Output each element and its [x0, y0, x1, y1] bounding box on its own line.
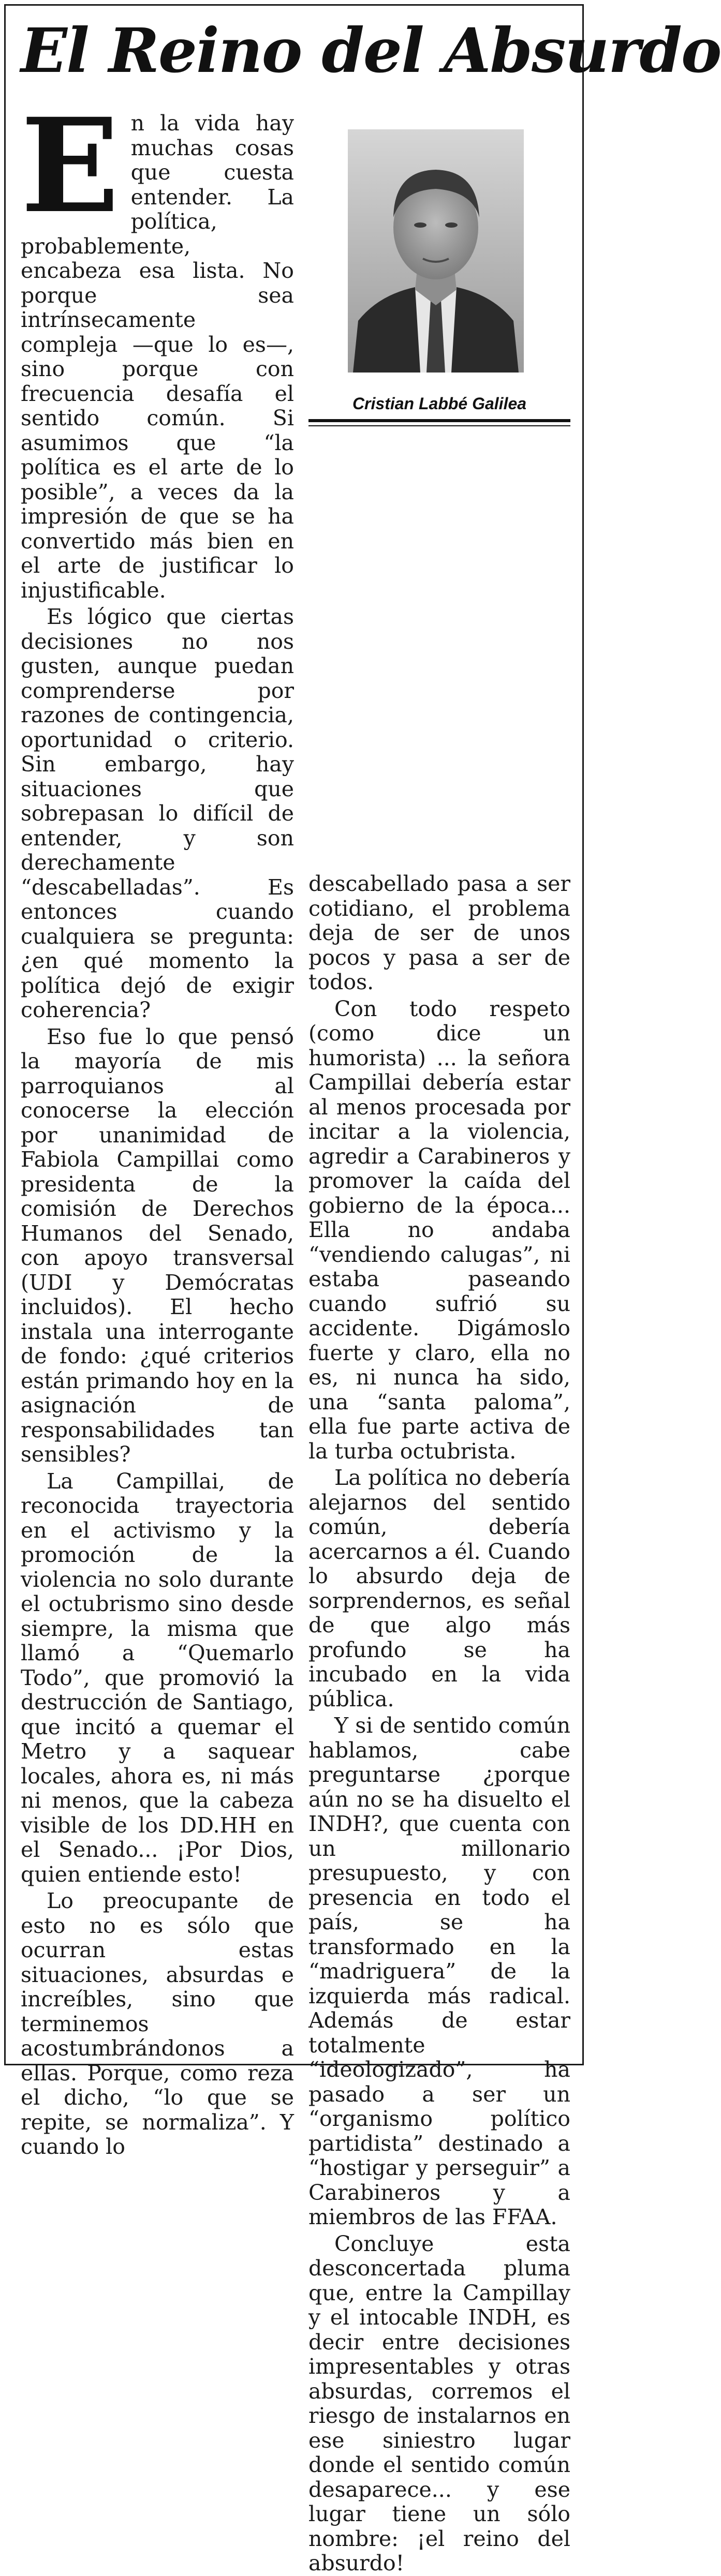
paragraph-1 — [21, 90, 294, 603]
paragraph-7: Con todo respeto (como dice un humorista) ... la señora Campillai debería estar al menos procesada por incitar a la violencia, agredir a Carabineros y promover la caída del gobierno de la época... Ella no andaba “vendiendo calugas”, ni estaba paseando cuando sufrió su accidente. Digámoslo fuerte y claro, ella no es, ni nunca ha sido, una “santa paloma”, ella fue parte activa de la turba octubrista. — [308, 996, 570, 1464]
left-column — [21, 90, 294, 2159]
paragraph-6: descabellado pasa a ser cotidiano, el problema deja de ser de unos pocos y pasa a ser de todos. — [308, 871, 570, 994]
byline-rule-thin — [308, 425, 570, 426]
paragraph-1-text: n la vida hay muchas cosas que cuesta entender. La política, probablemente, encabeza esa lista. No porque sea intrínsecamente compleja —que lo es—, sino porque con frecuencia desafía el sentido común. Si asumimos que “la política es el arte de lo posible”, a veces da la impresión de que se ha convertido más bien en el arte de justificar lo injustificable. — [21, 111, 294, 603]
dropcap: E — [21, 90, 120, 242]
byline-rule — [308, 419, 570, 422]
author-photo — [348, 129, 524, 373]
paragraph-3: Eso fue lo que pensó la mayoría de mis parroquianos al conocerse la elección por unanimidad de Fabiola Campillai como presidenta de la comisión de Derechos Humanos del Senado, con apoyo transversal (UDI y Demócratas incluidos). El hecho instala una interrogante de fondo: ¿qué criterios están primando hoy en la asignación de responsabilidades tan sensibles? — [21, 1024, 294, 1467]
paragraph-10: Concluye esta desconcertada pluma que, entre la Campillay y el intocable INDH, es decir entre decisiones impresentables y otras absurdas, corremos el riesgo de instalarnos en ese siniestro lugar donde el sentido común desaparece... y ese lugar tiene un sólo nombre: ¡el reino del absurdo! — [308, 2231, 570, 2575]
author-byline: Cristian Labbé Galilea — [352, 394, 527, 413]
author-portrait-icon — [348, 129, 524, 373]
right-column — [308, 871, 570, 2575]
paragraph-8: La política no debería alejarnos del sentido común, debería acercarnos a él. Cuando lo absurdo deja de sorprendernos, es señal de que algo más profundo se ha incubado en la vida pública. — [308, 1465, 570, 1711]
paragraph-2: Es lógico que ciertas decisiones no nos gusten, aunque puedan comprenderse por razones de contingencia, oportunidad o criterio. Sin embargo, hay situaciones que sobrepasan lo difícil de entender, y son derechamente “descabelladas”. Es entonces cuando cualquiera se pregunta: ¿en qué momento la política dejó de exigir coherencia? — [21, 604, 294, 1022]
headline: El Reino del Absurdo — [21, 14, 721, 86]
paragraph-5: Lo preocupante de esto no es sólo que ocurran estas situaciones, absurdas e increíbles, sino que terminemos acostumbrándonos a ellas. Porque, como reza el dicho, “lo que se repite, se normaliza”. Y cuando lo — [21, 1888, 294, 2159]
paragraph-4: La Campillai, de reconocida trayectoria en el activismo y la promoción de la violencia no solo durante el octubrismo sino desde siempre, la misma que llamó a “Quemarlo Todo”, que promovió la destrucción de Santiago, que incitó a quemar el Metro y a saquear locales, ahora es, ni más ni menos, que la cabeza visible de los DD.HH en el Senado... ¡Por Dios, quien entiende esto! — [21, 1468, 294, 1887]
paragraph-9: Y si de sentido común hablamos, cabe preguntarse ¿porque aún no se ha disuelto el INDH?, que cuenta con un millonario presupuesto, y con presencia en todo el país, se ha transformado en la “madriguera” de la izquierda más radical. Además de estar totalmente “ideologizado”, ha pasado a ser un “organismo político partidista” destinado a “hostigar y perseguir” a Carabineros y a miembros de las FFAA. — [308, 1713, 570, 2229]
